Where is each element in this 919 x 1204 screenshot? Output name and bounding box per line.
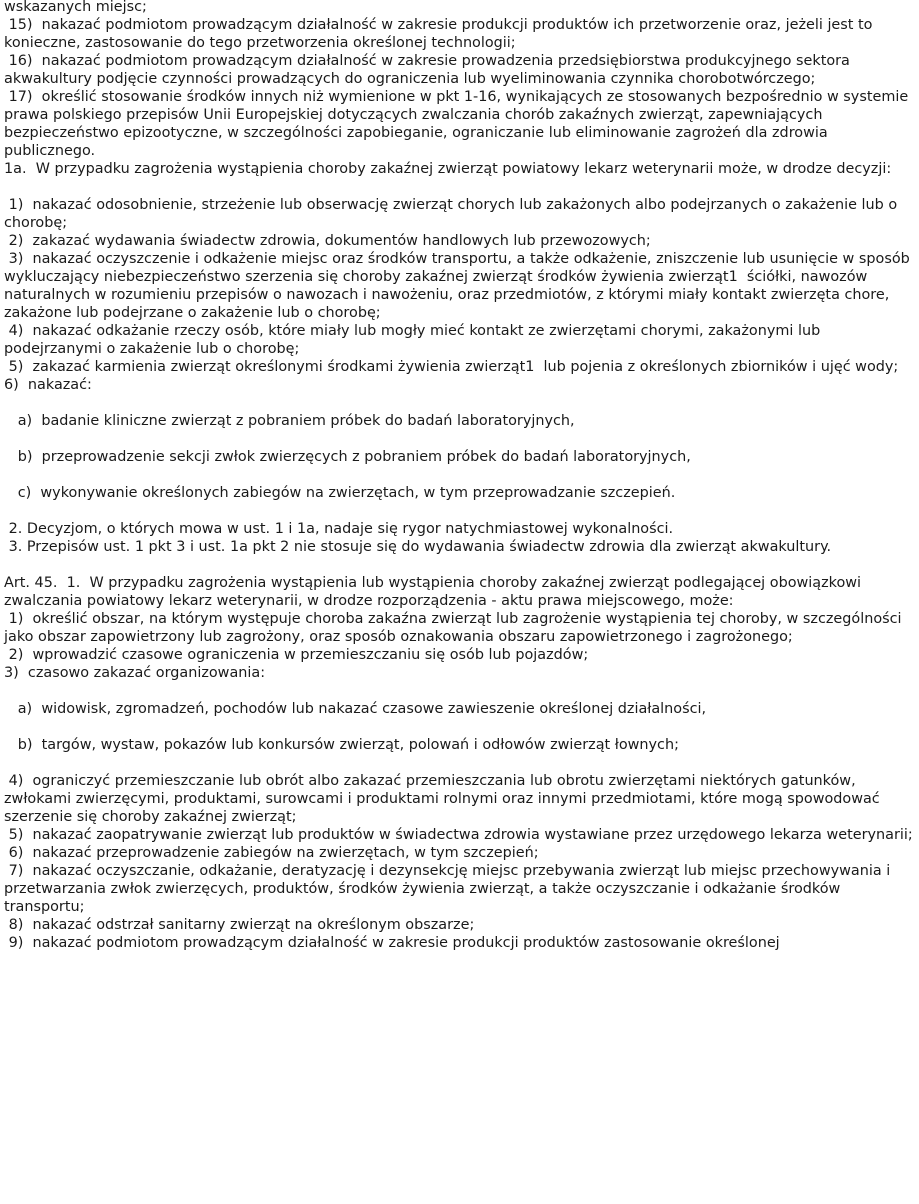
document-paragraph: 16) nakazać podmiotom prowadzącym działalność w zakresie prowadzenia przedsiębiorstwa produkcyjnego sektora akwakultury podjęcie czynności prowadzących do ograniczenia lub wyeliminowania czynnika chorobotwórczego;	[4, 53, 855, 87]
document-paragraph: 3) nakazać oczyszczenie i odkażenie miejsc oraz środków transportu, a także odkażenie, zniszczenie lub usunięcie w sposób wykluczający niebezpieczeństwo szerzenia się choroby zakaźnej zwierząt środków żywienia zwierząt1 ściółki, nawozów naturalnych w rozumieniu przepisów o nawozach i nawożeniu, oraz przedmiotów, z którymi miały kontakt zwierzęta chore, zakażone lub podejrzane o zakażenie lub o chorobę;	[4, 251, 915, 321]
document-paragraph: 4) nakazać odkażanie rzeczy osób, które miały lub mogły mieć kontakt ze zwierzętami chorymi, zakażonymi lub podejrzanymi o zakażenie lub o chorobę;	[4, 323, 825, 357]
blank-line	[4, 394, 916, 412]
document-paragraph: 1) określić obszar, na którym występuje choroba zakaźna zwierząt lub zagrożenie wystąpienia tej choroby, w szczególności jako obszar zapowietrzony lub zagrożony, oraz sposób oznakowania obszaru zapowietrzonego i zagrożonego;	[4, 611, 907, 645]
document-body	[4, 0, 916, 952]
document-paragraph: 5) nakazać zaopatrywanie zwierząt lub produktów w świadectwa zdrowia wystawiane przez urzędowego lekarza weterynarii;	[4, 827, 913, 843]
document-paragraph: 17) określić stosowanie środków innych niż wymienione w pkt 1-16, wynikających ze stosowanych bezpośrednio w systemie prawa polskiego przepisów Unii Europejskiej dotyczących zwalczania chorób zakaźnych zwierząt, zapewniających bezpieczeństwo epizootyczne, w szczególności zapobieganie, ograniczanie lub eliminowanie zagrożeń dla zdrowia publicznego.	[4, 89, 913, 159]
document-paragraph: 2) zakazać wydawania świadectw zdrowia, dokumentów handlowych lub przewozowych;	[4, 233, 651, 249]
document-paragraph: b) przeprowadzenie sekcji zwłok zwierzęcych z pobraniem próbek do badań laboratoryjnych,	[4, 449, 691, 465]
blank-line	[4, 430, 916, 448]
document-paragraph: a) widowisk, zgromadzeń, pochodów lub nakazać czasowe zawieszenie określonej działalności,	[4, 701, 707, 717]
document-paragraph: 9) nakazać podmiotom prowadzącym działalność w zakresie produkcji produktów zastosowanie określonej	[4, 935, 780, 951]
document-paragraph: 1) nakazać odosobnienie, strzeżenie lub obserwację zwierząt chorych lub zakażonych albo podejrzanych o zakażenie lub o chorobę;	[4, 197, 902, 231]
document-paragraph: c) wykonywanie określonych zabiegów na zwierzętach, w tym przeprowadzanie szczepień.	[4, 485, 676, 501]
document-paragraph: 1a. W przypadku zagrożenia wystąpienia choroby zakaźnej zwierząt powiatowy lekarz weterynarii może, w drodze decyzji:	[4, 161, 892, 177]
document-paragraph: 6) nakazać przeprowadzenie zabiegów na zwierzętach, w tym szczepień;	[4, 845, 539, 861]
blank-line	[4, 502, 916, 520]
document-paragraph: 2) wprowadzić czasowe ograniczenia w przemieszczaniu się osób lub pojazdów;	[4, 647, 589, 663]
document-paragraph: 3. Przepisów ust. 1 pkt 3 i ust. 1a pkt 2 nie stosuje się do wydawania świadectw zdrowia dla zwierząt akwakultury.	[4, 539, 832, 555]
blank-line	[4, 718, 916, 736]
blank-line	[4, 682, 916, 700]
document-paragraph: wskazanych miejsc;	[4, 0, 147, 15]
document-paragraph: 2. Decyzjom, o których mowa w ust. 1 i 1a, nadaje się rygor natychmiastowej wykonalności.	[4, 521, 674, 537]
document-paragraph: Art. 45. 1. W przypadku zagrożenia wystąpienia lub wystąpienia choroby zakaźnej zwierząt podlegającej obowiązkowi zwalczania powiatowy lekarz weterynarii, w drodze rozporządzenia - aktu prawa miejscowego, może:	[4, 575, 866, 609]
document-paragraph: 3) czasowo zakazać organizowania:	[4, 665, 266, 681]
document-paragraph: 5) zakazać karmienia zwierząt określonymi środkami żywienia zwierząt1 lub pojenia z określonych zbiorników i ujęć wody;	[4, 359, 899, 375]
document-paragraph: 15) nakazać podmiotom prowadzącym działalność w zakresie produkcji produktów ich przetworzenie oraz, jeżeli jest to konieczne, zastosowanie do tego przetworzenia określonej technologii;	[4, 17, 878, 51]
document-paragraph: 7) nakazać oczyszczanie, odkażanie, deratyzację i dezynsekcję miejsc przebywania zwierząt lub miejsc przechowywania i przetwarzania zwłok zwierzęcych, produktów, środków żywienia zwierząt, a także oczyszczanie i odkażanie środków transportu;	[4, 863, 895, 915]
blank-line	[4, 178, 916, 196]
document-paragraph: 4) ograniczyć przemieszczanie lub obrót albo zakazać przemieszczania lub obrotu zwierzętami niektórych gatunków, zwłokami zwierzęcymi, produktami, surowcami i produktami rolnymi oraz innymi przedmiotami, które mogą spowodować szerzenie się choroby zakaźnej zwierząt;	[4, 773, 885, 825]
document-paragraph: b) targów, wystaw, pokazów lub konkursów zwierząt, polowań i odłowów zwierząt łownych;	[4, 737, 679, 753]
document-paragraph: a) badanie kliniczne zwierząt z pobraniem próbek do badań laboratoryjnych,	[4, 413, 575, 429]
blank-line	[4, 754, 916, 772]
blank-line	[4, 556, 916, 574]
document-paragraph: 6) nakazać:	[4, 377, 92, 393]
document-paragraph: 8) nakazać odstrzał sanitarny zwierząt na określonym obszarze;	[4, 917, 475, 933]
blank-line	[4, 466, 916, 484]
